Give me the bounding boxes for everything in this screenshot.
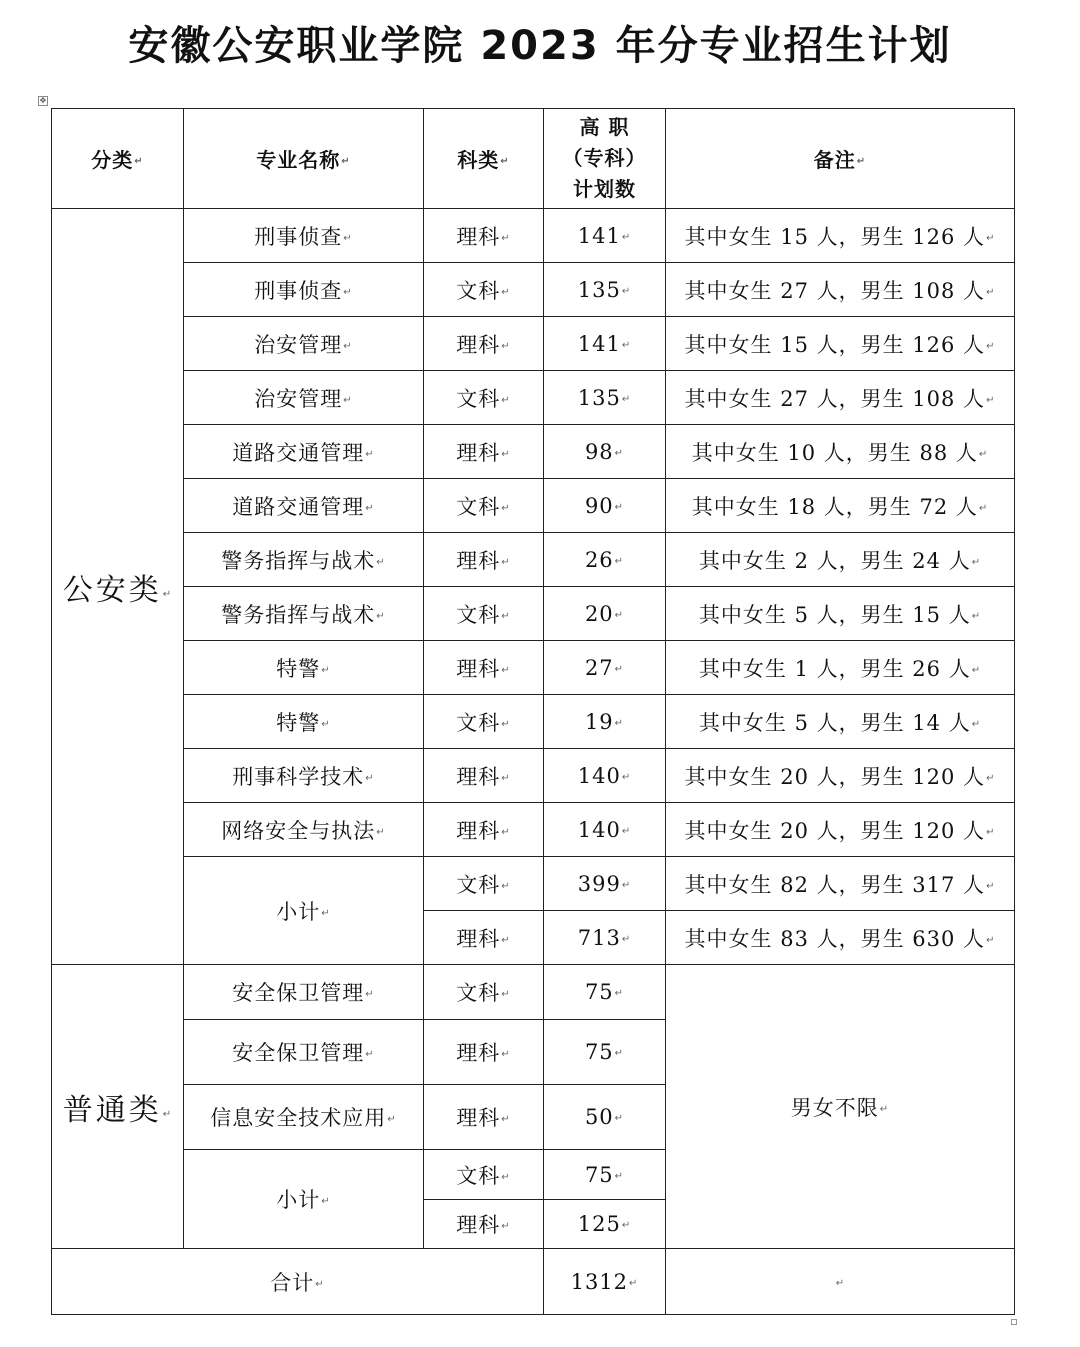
subject-cell: 文科↵ [424,695,544,749]
plan-cell: 20↵ [544,587,666,641]
subject-cell: 理科↵ [424,1200,544,1249]
table-row [52,263,1015,317]
remark-cell: 其中女生 82 人，男生 317 人↵ [666,857,1015,911]
table-row [52,749,1015,803]
remark-cell: 其中女生 1 人，男生 26 人↵ [666,641,1015,695]
subject-cell: 理科↵ [424,1085,544,1150]
subject-cell: 理科↵ [424,425,544,479]
remark-cell: 其中女生 5 人，男生 15 人↵ [666,587,1015,641]
plan-cell: 19↵ [544,695,666,749]
remark-cell: 其中女生 5 人，男生 14 人↵ [666,695,1015,749]
remark-cell: 其中女生 27 人，男生 108 人↵ [666,263,1015,317]
header-plan [544,109,666,209]
plan-cell: 713↵ [544,911,666,965]
plan-cell: 399↵ [544,857,666,911]
subject-cell: 理科↵ [424,749,544,803]
major-cell: 特警↵ [184,695,424,749]
header-remark: 备注↵ [666,109,1015,209]
major-cell: 治安管理↵ [184,317,424,371]
major-cell: 安全保卫管理↵ [184,965,424,1020]
enrollment-plan-table [51,108,1015,1315]
category-cell: 公安类↵ [52,209,184,965]
remark-cell: 男女不限↵ [666,965,1015,1249]
total-label-cell: 合计↵ [52,1249,544,1315]
major-cell: 网络安全与执法↵ [184,803,424,857]
subtotal-label-cell: 小计↵ [184,857,424,965]
remark-cell: 其中女生 83 人，男生 630 人↵ [666,911,1015,965]
table-row [52,641,1015,695]
plan-cell: 140↵ [544,749,666,803]
remark-cell: 其中女生 15 人，男生 126 人↵ [666,317,1015,371]
table-row [52,209,1015,263]
subject-cell: 理科↵ [424,911,544,965]
table-row [52,317,1015,371]
major-cell: 刑事侦查↵ [184,209,424,263]
table-row [52,587,1015,641]
plan-cell: 90↵ [544,479,666,533]
header-plan-line1: 高 职 [579,115,630,139]
plan-cell: 50↵ [544,1085,666,1150]
subtotal-row [52,857,1015,911]
plan-cell: 125↵ [544,1200,666,1249]
subject-cell: 理科↵ [424,803,544,857]
table-row [52,371,1015,425]
subject-cell: 理科↵ [424,209,544,263]
table-row [52,965,1015,1020]
category-cell: 普通类↵ [52,965,184,1249]
header-plan-line2: （专科） [562,146,647,170]
subtotal-label-cell: 小计↵ [184,1150,424,1249]
subject-cell: 文科↵ [424,263,544,317]
plan-cell: 98↵ [544,425,666,479]
subject-cell: 文科↵ [424,587,544,641]
plan-cell: 26↵ [544,533,666,587]
remark-cell: 其中女生 27 人，男生 108 人↵ [666,371,1015,425]
major-cell: 刑事侦查↵ [184,263,424,317]
total-remark-cell: ↵ [666,1249,1015,1315]
plan-cell: 135↵ [544,371,666,425]
remark-cell: 其中女生 20 人，男生 120 人↵ [666,749,1015,803]
remark-cell: 其中女生 2 人，男生 24 人↵ [666,533,1015,587]
subject-cell: 文科↵ [424,857,544,911]
header-category: 分类↵ [52,109,184,209]
table-row [52,533,1015,587]
plan-cell: 27↵ [544,641,666,695]
plan-cell: 75↵ [544,1020,666,1085]
document-title: 安徽公安职业学院 2023 年分专业招生计划 [128,23,952,69]
subject-cell: 理科↵ [424,533,544,587]
table-row [52,425,1015,479]
major-cell: 道路交通管理↵ [184,479,424,533]
subject-cell: 文科↵ [424,371,544,425]
remark-cell: 其中女生 20 人，男生 120 人↵ [666,803,1015,857]
major-cell: 特警↵ [184,641,424,695]
subject-cell: 文科↵ [424,479,544,533]
table-row [52,479,1015,533]
table-move-handle[interactable]: ✥ [39,96,47,105]
header-plan-line3: 计划数 [573,177,636,201]
remark-cell: 其中女生 15 人，男生 126 人↵ [666,209,1015,263]
plan-cell: 141↵ [544,317,666,371]
table-row [52,803,1015,857]
plan-cell: 141↵ [544,209,666,263]
table-header-row [52,109,1015,209]
remark-cell: 其中女生 18 人，男生 72 人↵ [666,479,1015,533]
major-cell: 道路交通管理↵ [184,425,424,479]
plan-cell: 75↵ [544,1150,666,1200]
major-cell: 警务指挥与战术↵ [184,533,424,587]
subject-cell: 文科↵ [424,965,544,1020]
subject-cell: 理科↵ [424,641,544,695]
subject-cell: 文科↵ [424,1150,544,1200]
subject-cell: 理科↵ [424,1020,544,1085]
major-cell: 信息安全技术应用↵ [184,1085,424,1150]
subject-cell: 理科↵ [424,317,544,371]
plan-cell: 140↵ [544,803,666,857]
major-cell: 刑事科学技术↵ [184,749,424,803]
plan-cell: 75↵ [544,965,666,1020]
table-row [52,695,1015,749]
plan-cell: 135↵ [544,263,666,317]
major-cell: 治安管理↵ [184,371,424,425]
total-plan-cell: 1312↵ [544,1249,666,1315]
major-cell: 安全保卫管理↵ [184,1020,424,1085]
table-resize-handle[interactable] [1011,1319,1017,1325]
total-row [52,1249,1015,1315]
header-major: 专业名称↵ [184,109,424,209]
major-cell: 警务指挥与战术↵ [184,587,424,641]
header-subject: 科类↵ [424,109,544,209]
remark-cell: 其中女生 10 人，男生 88 人↵ [666,425,1015,479]
